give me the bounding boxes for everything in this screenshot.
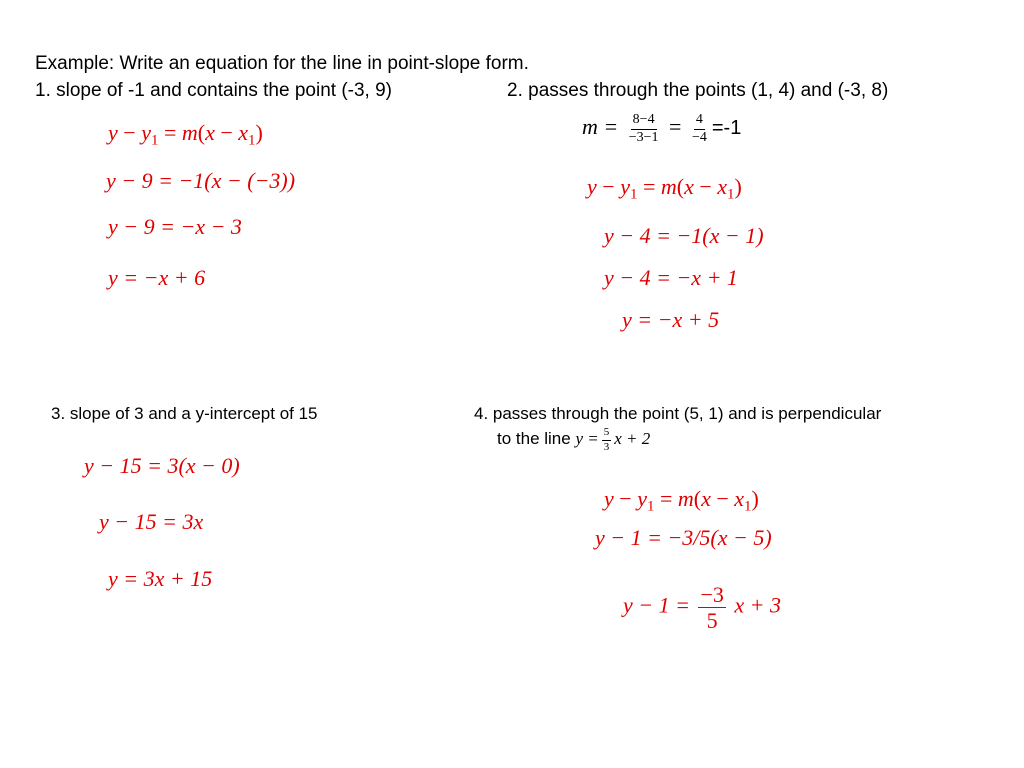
p4-point-slope-formula: $y - y_1 = m(x - x_1)$ [604,486,759,515]
p1-substitution: y − 9 = −1(x − (−3)) [106,168,296,193]
p2-substitution: y − 4 = −1(x − 1) [604,223,764,248]
p3-point-slope: y − 15 = 3(x − 0) [84,453,240,478]
p2-slope-fraction-1: $\frac{8-4}{-3-1}$ [628,112,659,145]
p2-slope-calc: m = $\frac{8-4}{-3-1}$ = $\frac{4}{-4}$ =-1 [582,112,742,145]
p2-answer: y = −x + 5 [622,307,720,332]
p1-point-slope-formula: $y - y_1 = m(x - x_1)$ [108,120,263,149]
p3-answer: y = 3x + 15 [108,566,213,591]
p1-distribute: y − 9 = −x − 3 [108,214,242,239]
problem-1-label: 1. slope of -1 and contains the point (-3, 9) [35,80,392,101]
p2-slope-fraction-2: $\frac{4}{-4}$ [691,112,707,145]
p4-given-line: y = $\frac{5}{3}$ x + 2 [575,426,651,453]
p3-simplify: y − 15 = 3x [99,509,204,534]
p1-answer: y = −x + 6 [108,265,206,290]
page-title: Example: Write an equation for the line in point-slope form. [35,53,529,74]
p2-point-slope-formula: $y - y_1 = m(x - x_1)$ [587,174,742,203]
problem-4-label-line2: to the line y = $\frac{5}{3}$ x + 2 [497,426,651,453]
problem-3-label: 3. slope of 3 and a y-intercept of 15 [51,404,318,423]
p2-distribute: y − 4 = −x + 1 [604,265,738,290]
p4-answer: y − 1 = $\frac{-3}{5}$ x + 3 [623,582,782,634]
p4-slope-fraction: $\frac{-3}{5}$ [700,582,724,634]
problem-2-label: 2. passes through the points (1, 4) and (-3, 8) [507,80,889,101]
problem-4-label: 4. passes through the point (5, 1) and is perpendicular [474,404,882,423]
p4-substitution: y − 1 = −3/5(x − 5) [595,525,772,550]
